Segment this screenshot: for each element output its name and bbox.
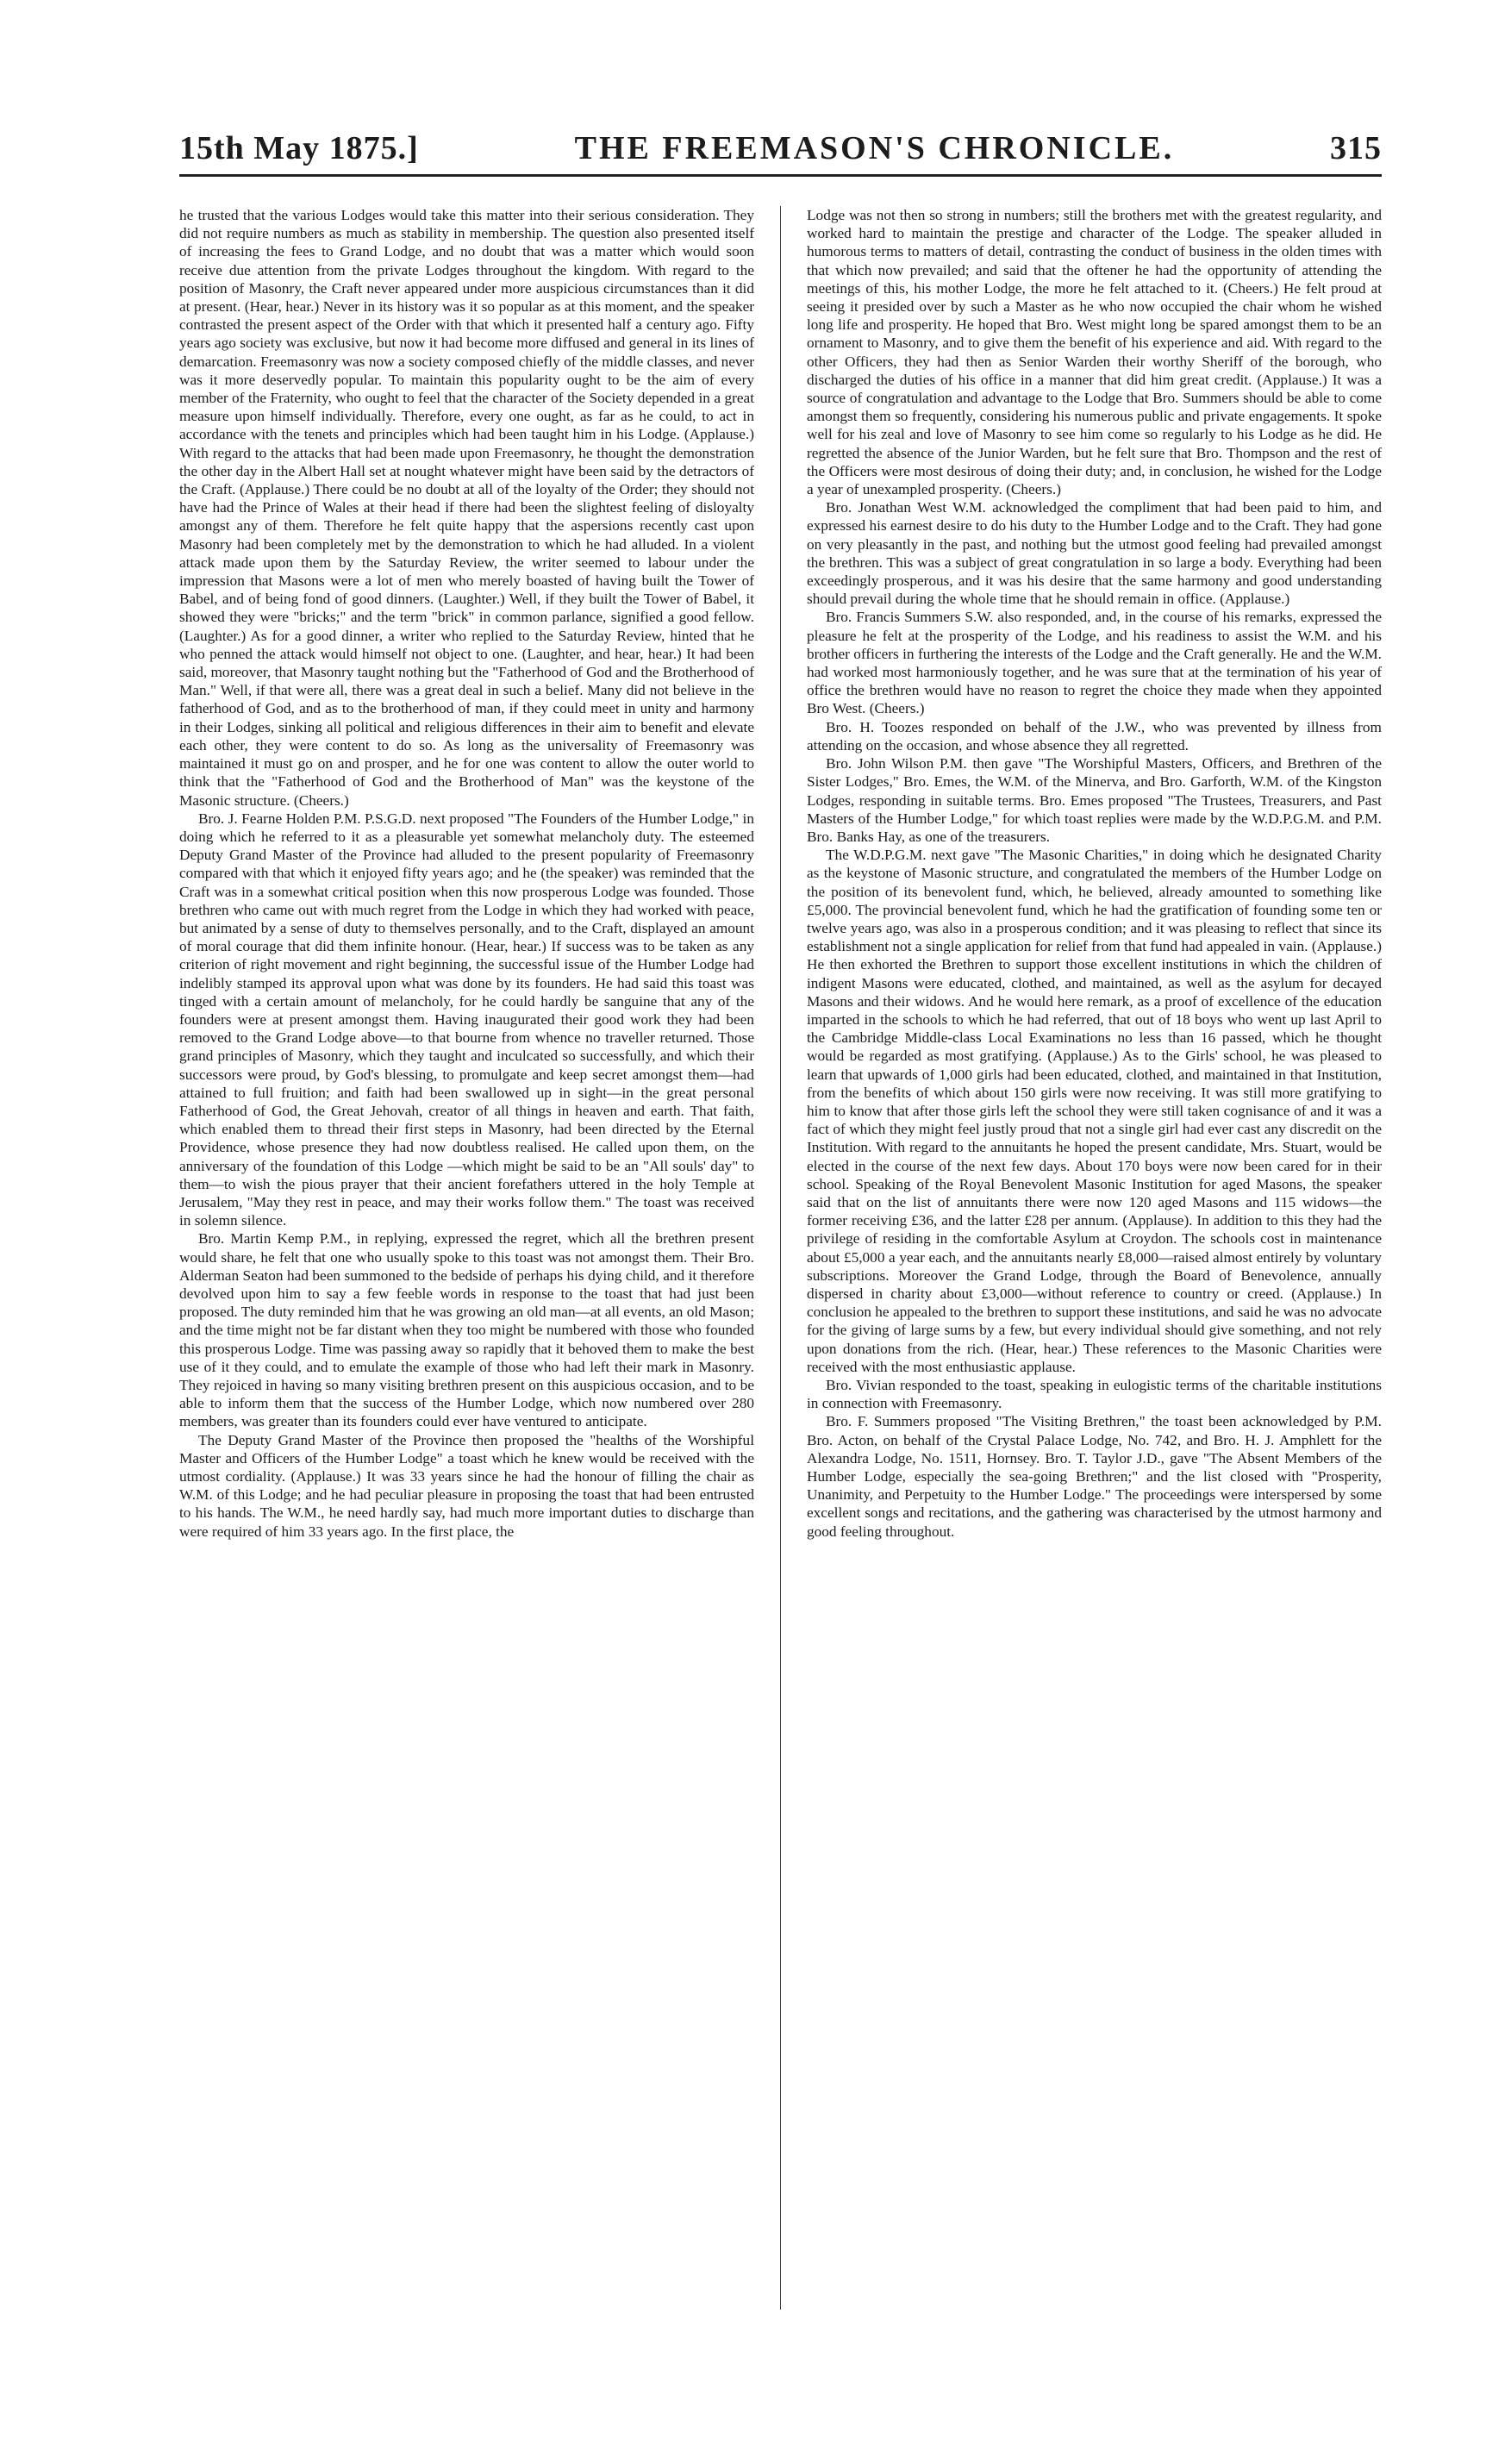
paragraph: Bro. Vivian responded to the toast, speaking in eulogistic terms of the charitable institutions in connection with Freemasonry.	[807, 1377, 1382, 1412]
paragraph: Bro. Francis Summers S.W. also responded, and, in the course of his remarks, expressed the pleasure he felt at the prosperity of the Lodge, and his readiness to assist the W.M. and his brother officers in furthering the interests of the Lodge and the Craft generally. He and the W.M. had worked most harmoniously together, and he was sure that at the termination of his year of office the brethren would have no reason to regret the choice they made when they appointed Bro West. (Cheers.)	[807, 609, 1382, 717]
paragraph: Bro. John Wilson P.M. then gave "The Worshipful Masters, Officers, and Brethren of the Sister Lodges," Bro. Emes, the W.M. of the Minerva, and Bro. Garforth, W.M. of the Kingston Lodges, responding in suitable terms. Bro. Emes proposed "The Trustees, Treasurers, and Past Masters of the Humber Lodge," for which toast replies were made by the W.D.P.G.M. and P.M. Bro. Banks Hay, as one of the treasurers.	[807, 755, 1382, 845]
paragraph: Bro. H. Toozes responded on behalf of the J.W., who was prevented by illness from attending on the occasion, and whose absence they all regretted.	[807, 718, 1382, 754]
paragraph: Lodge was not then so strong in numbers; still the brothers met with the greatest regularity, and worked hard to maintain the prestige and character of the Lodge. The speaker alluded in humorous terms to matters of detail, contrasting the conduct of business in the olden times with that which now prevailed; and said that the oftener he had the opportunity of attending the meetings of this, his mother Lodge, the more he felt attached to it. (Cheers.) He felt proud at seeing it presided over by such a Master as he who now occupied the chair whom he wished long life and prosperity. He hoped that Bro. West might long be spared amongst them to be an ornament to Masonry, and to give them the benefit of his experience and aid. With regard to the other Officers, they had then as Senior Warden their worthy Sheriff of the borough, who discharged the duties of his office in a manner that did him great credit. (Applause.) It was a source of congratulation and advantage to the Lodge that Bro. Summers should be able to come amongst them so frequently, considering his numerous public and private engagements. It spoke well for his zeal and love of Masonry to see him come so regularly to his Lodge as he did. He regretted the absence of the Junior Warden, but he felt sure that Bro. Thompson and the rest of the Officers were most desirous of doing their duty; and, in conclusion, he wished for the Lodge a year of unexampled prosperity. (Cheers.)	[807, 207, 1382, 498]
paragraph: The Deputy Grand Master of the Province then proposed the "healths of the Worshipful Master and Officers of the Humber Lodge" a toast which he knew would be received with the utmost cordiality. (Applause.) It was 33 years since he had the honour of filling the chair as W.M. of this Lodge; and he had peculiar pleasure in proposing the toast that had been entrusted to his hands. The W.M., he need hardly say, had much more important duties to discharge than were required of him 33 years ago. In the first place, the	[179, 1431, 754, 1540]
paragraph: Bro. Martin Kemp P.M., in replying, expressed the regret, which all the brethren present would share, he felt that one who usually spoke to this toast was not amongst them. Their Bro. Alderman Seaton had been summoned to the bedside of perhaps his dying child, and it therefore devolved upon him to say a few feeble words in response to the toast that had just been proposed. The duty reminded him that he was growing an old man—at all events, an old Mason; and the time might not be far distant when they too might be numbered with those who founded this prosperous Lodge. Time was passing away so rapidly that it behoved them to make the best use of it they could, and to emulate the example of those who had left their mark in Masonry. They rejoiced in having so many visiting brethren present on this auspicious occasion, and to be able to inform them that the success of the Humber Lodge, which now numbered over 280 members, was greater than its founders could ever have ventured to anticipate.	[179, 1230, 754, 1430]
paragraph: Bro. F. Summers proposed "The Visiting Brethren," the toast been acknowledged by P.M. Bro. Acton, on behalf of the Crystal Palace Lodge, No. 742, and Bro. H. J. Amphlett for the Alexandra Lodge, No. 1511, Hornsey. Bro. T. Taylor J.D., gave "The Absent Members of the Humber Lodge, especially the sea-going Brethren;" and the list closed with "Prosperity, Unanimity, and Perpetuity to the Humber Lodge." The proceedings were interspersed by some excellent songs and recitations, and the gathering was characterised by the utmost harmony and good feeling throughout.	[807, 1413, 1382, 1540]
issue-date: 15th May 1875.]	[179, 130, 419, 166]
paragraph: Bro. Jonathan West W.M. acknowledged the compliment that had been paid to him, and expressed his earnest desire to do his duty to the Humber Lodge and to the Craft. They had gone on very pleasantly in the past, and nothing but the utmost good feeling had prevailed amongst the brethren. This was a subject of great congratulation in so large a body. Everything had been exceedingly prosperous, and it was his desire that the same harmony and good understanding should prevail during the whole time that he should remain in office. (Applause.)	[807, 499, 1382, 608]
column-rule	[780, 206, 781, 2310]
paragraph: Bro. J. Fearne Holden P.M. P.S.G.D. next proposed "The Founders of the Humber Lodge," in doing which he referred to it as a pleasurable yet somewhat melancholy duty. The esteemed Deputy Grand Master of the Province had alluded to the present popularity of Freemasonry compared with that which it enjoyed fifty years ago; and he (the speaker) was reminded that the Craft was in a somewhat critical position when this now prosperous Lodge was founded. Those brethren who came out with much regret from the Lodge in which they had worked with peace, but animated by a sense of duty to themselves personally, and to the Craft, displayed an amount of moral courage that did them infinite honour. (Hear, hear.) If success was to be taken as any criterion of right movement and right beginning, the successful issue of the Humber Lodge had indelibly stamped its approval upon what was done by its founders. He had said this toast was tinged with a certain amount of melancholy, for he could hardly be sanguine that any of the founders were at present amongst them. Having inaugurated their good work they had been removed to the Grand Lodge above—to that bourne from whence no traveller returned. Those grand principles of Masonry, which they taught and inculcated so successfully, and which their successors were proud, by God's blessing, to promulgate and keep secret amongst them—had attained to full fruition; and faith had been swallowed up in sight—in the great personal Fatherhood of God, the Great Jehovah, creator of all things in heaven and earth. That faith, which enabled them to thread their first steps in Masonry, had been directed by the Eternal Providence, whose presence they had now doubtless realised. He called upon them, on the anniversary of the foundation of this Lodge —which might be said to be an "All souls' day" to them—to wish the pious prayer that their ancient forefathers uttered in the holy Temple at Jerusalem, "May they rest in peace, and may their works follow them." The toast was received in solemn silence.	[179, 810, 754, 1229]
page-number: 315	[1330, 130, 1382, 166]
masthead	[179, 129, 1382, 177]
right-column	[807, 206, 1382, 2310]
paragraph: he trusted that the various Lodges would take this matter into their serious consideration. They did not require numbers as much as stability in membership. The question also presented itself of increasing the fees to Grand Lodge, and no doubt that was a matter which would soon receive due attention from the private Lodges throughout the kingdom. With regard to the position of Masonry, the Craft never appeared under more auspicious circumstances than it did at present. (Hear, hear.) Never in its history was it so popular as at this moment, and the speaker contrasted the present aspect of the Order with that which it presented half a century ago. Fifty years ago society was exclusive, but now it had become more diffused and general in its lines of demarcation. Freemasonry was now a society composed chiefly of the middle classes, and never was it more deservedly popular. To maintain this popularity ought to be the aim of every member of the Fraternity, who ought to feel that the character of the Society depended in a great measure upon himself individually. Therefore, every one ought, as far as he could, to act in accordance with the tenets and principles which had been taught him in his Lodge. (Applause.) With regard to the attacks that had been made upon Freemasonry, he thought the demonstration the other day in the Albert Hall set at nought whatever might have been said by the detractors of the Craft. (Applause.) There could be no doubt at all of the loyalty of the Order; they should not have had the Prince of Wales at their head if there had been the slightest feeling of disloyalty amongst any of them. Therefore he felt quite happy that the aspersions recently cast upon Masonry had been completely met by the demonstration to which he had alluded. In a violent attack made upon them by the Saturday Review, the writer seemed to labour under the impression that Masons were a lot of men who merely boasted of having built the Tower of Babel, and of being fond of good dinners. (Laughter.) Well, if they built the Tower of Babel, it showed they were "bricks;" and the term "brick" in common parlance, signified a good fellow. (Laughter.) As for a good dinner, a writer who replied to the Saturday Review, hinted that he who penned the attack would himself not object to one. (Laughter, and hear, hear.) It had been said, moreover, that Masonry taught nothing but the "Fatherhood of God and the Brotherhood of Man." Well, if that were all, there was a great deal in such a belief. Many did not believe in the fatherhood of God, and as to the brotherhood of man, if they could meet in unity and harmony in their Lodges, sinking all political and religious differences in their aim to benefit and elevate each other, they were content to do so. As long as the universality of Freemasonry was maintained it must go on and prosper, and he for one was content to allow the outer world to think that the "Fatherhood of God and the Brotherhood of Man" was the keystone of the Masonic structure. (Cheers.)	[179, 207, 754, 809]
publication-title: THE FREEMASON'S CHRONICLE.	[574, 130, 1175, 166]
left-column	[179, 206, 754, 2310]
article-columns	[179, 206, 1382, 2310]
paragraph: The W.D.P.G.M. next gave "The Masonic Charities," in doing which he designated Charity as the keystone of Masonic structure, and congratulated the members of the Humber Lodge on the position of its benevolent fund, which, he believed, already amounted to something like £5,000. The provincial benevolent fund, which he had the gratification of founding some ten or twelve years ago, was also in a prosperous condition; and it was pleasing to reflect that since its establishment not a single application for relief from that fund had appealed in vain. (Applause.) He then exhorted the Brethren to support those excellent institutions in which the children of indigent Masons were educated, clothed, and maintained, as well as the asylum for decayed Masons and their widows. And he would here remark, as a proof of excellence of the education imparted in the schools to which he had referred, that out of 18 boys who went up last April to the Cambridge Middle-class Local Examinations no less than 16 passed, which he thought would be regarded as most gratifying. (Applause.) As to the Girls' school, he was pleased to learn that upwards of 1,000 girls had been educated, clothed, and maintained in that Institution, from the benefits of which about 150 girls were now receiving. It was still more gratifying to him to know that after those girls left the school they were still taken cognisance of and it was a fact of which they might feel justly proud that not a single girl had ever cast any discredit on the Institution. With regard to the annuitants he hoped the present candidate, Mrs. Stuart, would be elected in the course of the next few days. About 170 boys were now been cared for in their school. Speaking of the Royal Benevolent Masonic Institution for aged Masons, the speaker said that on the list of annuitants there were now 120 aged Masons and 115 widows—the former receiving £36, and the latter £28 per annum. (Applause). In addition to this they had the privilege of residing in the comfortable Asylum at Croydon. The schools cost in maintenance about £5,000 a year each, and the annuitants nearly £8,000—raised almost entirely by voluntary subscriptions. Moreover the Grand Lodge, through the Board of Benevolence, annually dispersed in charity about £3,000—without reference to country or creed. (Applause.) In conclusion he appealed to the brethren to support these institutions, and said he was no advocate for the giving of large sums by a few, but every individual should give something, and not rely upon donations from the rich. (Hear, hear.) These references to the Masonic Charities were received with the most enthusiastic applause.	[807, 847, 1382, 1375]
